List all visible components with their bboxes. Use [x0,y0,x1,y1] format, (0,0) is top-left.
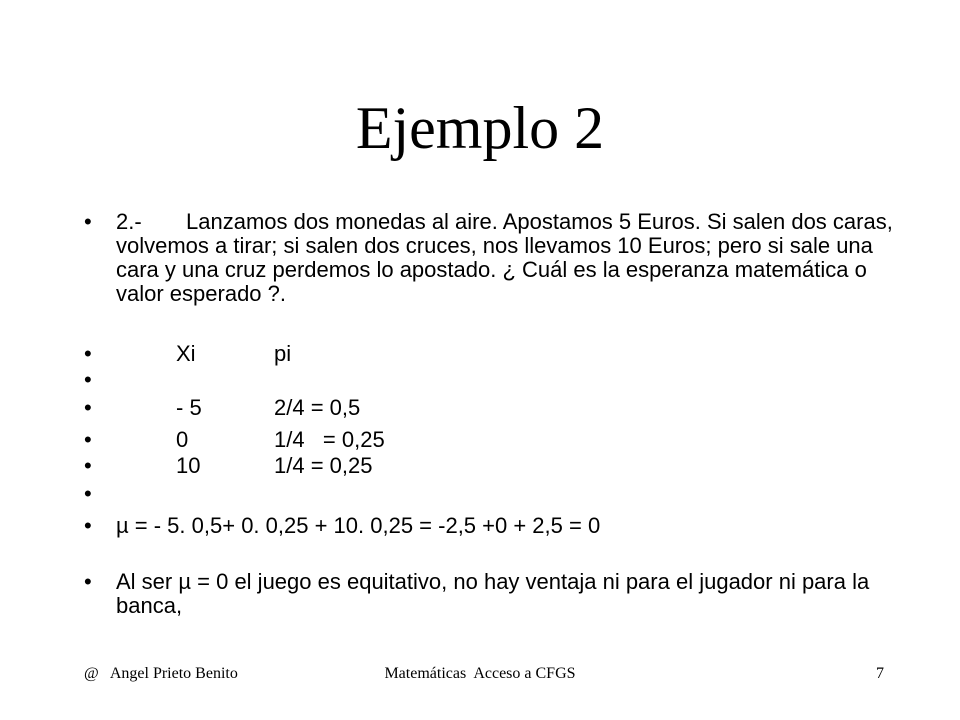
bullet-icon: • [84,427,92,452]
bullet-icon: • [84,341,92,366]
footer-page-number: 7 [876,665,884,682]
row-xi: - 5 [176,395,202,420]
problem-text: Lanzamos dos monedas al aire. Apostamos 5 Euros. Si salen dos caras, volvemos a tirar; si salen dos cruces, nos llevamos 10 Euros; pero si sale una cara y una cruz perdemos lo apostado. ¿ Cuál es la esperanza matemática o valor esperado ?. [116,209,893,306]
footer-course: Matemáticas Acceso a CFGS [384,665,576,682]
bullet-icon: • [84,395,92,420]
bullet-icon: • [84,453,92,478]
header-xi: Xi [176,341,196,366]
row-xi: 0 [176,427,189,452]
bullet-icon: • [84,209,92,234]
conclusion-paragraph [84,570,916,618]
bullet-icon: • [84,569,92,594]
row-pi: 1/4 = 0,25 [274,427,385,452]
bullet-icon: • [84,481,92,506]
footer-author: @ Angel Prieto Benito [84,665,238,682]
row-pi: 1/4 = 0,25 [274,453,373,478]
row-xi: 10 [176,453,201,478]
problem-paragraph [84,210,916,306]
slide-title: Ejemplo 2 [355,95,605,161]
row-pi: 2/4 = 0,5 [274,395,361,420]
conclusion-text: Al ser µ = 0 el juego es equitativo, no hay ventaja ni para el jugador ni para la banca, [116,569,870,618]
mu-equation: µ = - 5. 0,5+ 0. 0,25 + 10. 0,25 = -2,5 +0 + 2,5 = 0 [116,513,601,538]
bullet-icon: • [84,513,92,538]
header-pi: pi [274,341,292,366]
mu-equation-row [84,514,916,538]
bullet-icon: • [84,367,92,392]
problem-label: 2.- [116,209,142,234]
